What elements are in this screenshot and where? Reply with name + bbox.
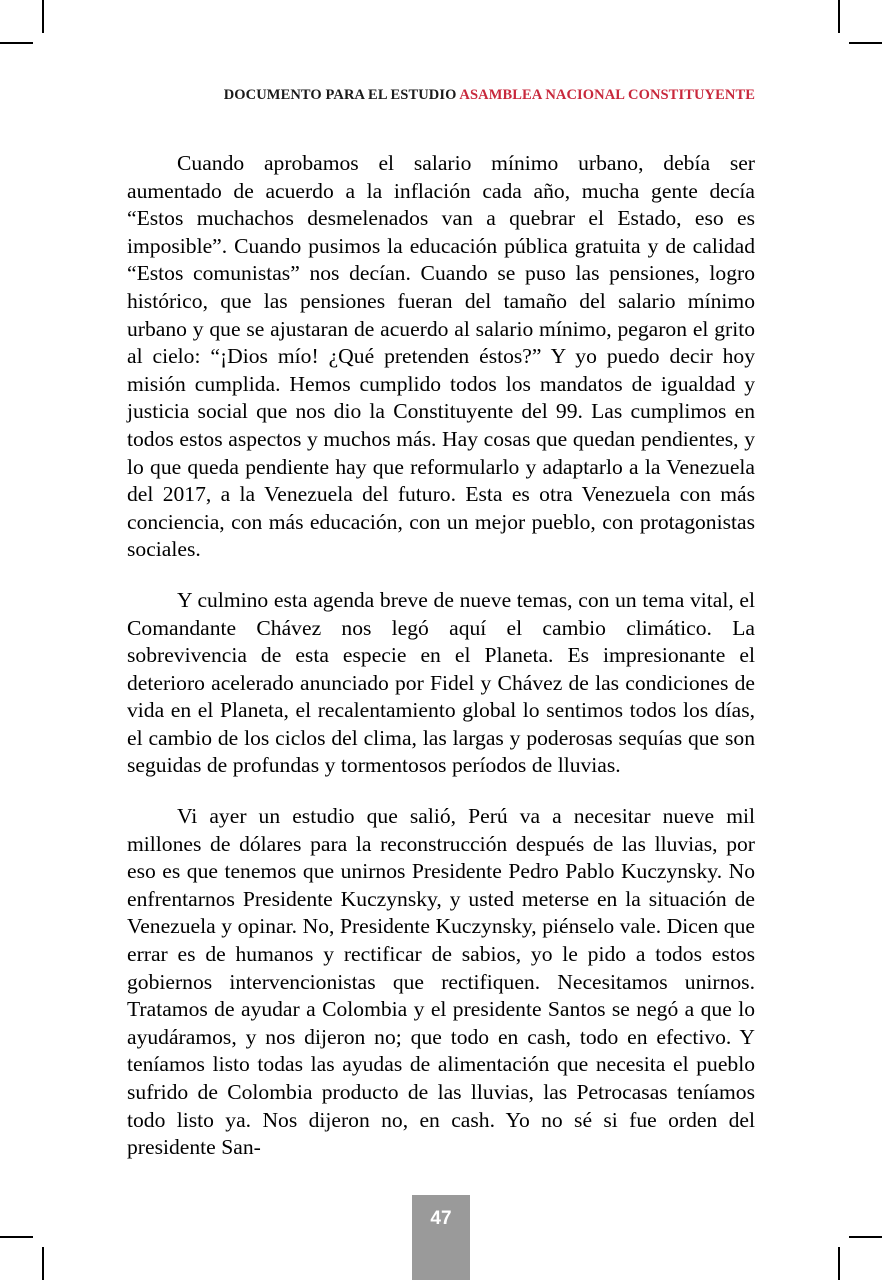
crop-mark-bottom-right-vertical — [838, 1247, 840, 1280]
page-number: 47 — [430, 1208, 452, 1229]
paragraph: Cuando aprobamos el salario mínimo urbano, debía ser aumentado de acuerdo a la inflación cada año, mucha gente decía “Estos muchachos desmelenados van a quebrar el Estado, eso es imposible”. Cuando pusimos la educación pública gratuita y de calidad “Estos comunistas” nos decían. Cuando se puso las pensiones, logro histórico, que las pensiones fueran del tamaño del salario mínimo urbano y que se ajustaran de acuerdo al salario mínimo, pegaron el grito al cielo: “¡Dios mío! ¿Qué pretenden éstos?” Y yo puedo decir hoy misión cumplida. Hemos cumplido todos los mandatos de igualdad y justicia social que nos dio la Constituyente del 99. Las cumplimos en todos estos aspectos y muchos más. Hay cosas que quedan pendientes, y lo que queda pendiente hay que reformularlo y adaptarlo a la Venezuela del 2017, a la Venezuela del futuro. Esta es otra Venezuela con más conciencia, con más educación, con un mejor pueblo, con protagonistas sociales. — [127, 151, 755, 562]
body-text-column — [127, 150, 755, 1162]
crop-mark-bottom-left-vertical — [42, 1247, 44, 1280]
running-head-title: DOCUMENTO PARA EL ESTUDIO — [223, 87, 460, 103]
crop-mark-top-left-horizontal — [0, 42, 33, 44]
running-head — [127, 88, 755, 104]
page-number-box — [412, 1195, 470, 1280]
crop-mark-top-right-vertical — [838, 0, 840, 33]
paragraph: Y culmino esta agenda breve de nueve temas, con un tema vital, el Comandante Chávez nos legó aquí el cambio climático. La sobrevivencia de esta especie en el Planeta. Es impresionante el deterioro acelerado anunciado por Fidel y Chávez de las condiciones de vida en el Planeta, el recalentamiento global lo sentimos todos los días, el cambio de los ciclos del clima, las largas y poderosas sequías que son seguidas de profundas y tormentosos períodos de lluvias. — [127, 587, 755, 778]
crop-mark-bottom-right-horizontal — [849, 1236, 882, 1238]
crop-mark-bottom-left-horizontal — [0, 1236, 33, 1238]
crop-mark-top-left-vertical — [42, 0, 44, 33]
crop-mark-top-right-horizontal — [849, 42, 882, 44]
running-head-subject: ASAMBLEA NACIONAL CONSTITUYENTE — [459, 87, 755, 103]
paragraph: Vi ayer un estudio que salió, Perú va a necesitar nueve mil millones de dólares para la reconstrucción después de las lluvias, por eso es que tenemos que unirnos Presidente Pedro Pablo Kuczynsky. No enfrentarnos Presidente Kuczynsky, y usted meterse en la situación de Venezuela y opinar. No, Presidente Kuczynsky, piénselo vale. Dicen que errar es de humanos y rectificar de sabios, yo le pido a todos estos gobiernos intervencionistas que rectifiquen. Necesitamos unirnos. Tratamos de ayudar a Colombia y el presidente Santos se negó a que lo ayudáramos, y nos dijeron no; que todo en cash, todo en efectivo. Y teníamos listo todas las ayudas de alimentación que necesita el pueblo sufrido de Colombia producto de las lluvias, las Petrocasas teníamos todo listo ya. Nos dijeron no, en cash. Yo no sé si fue orden del presidente San- — [127, 804, 755, 1160]
